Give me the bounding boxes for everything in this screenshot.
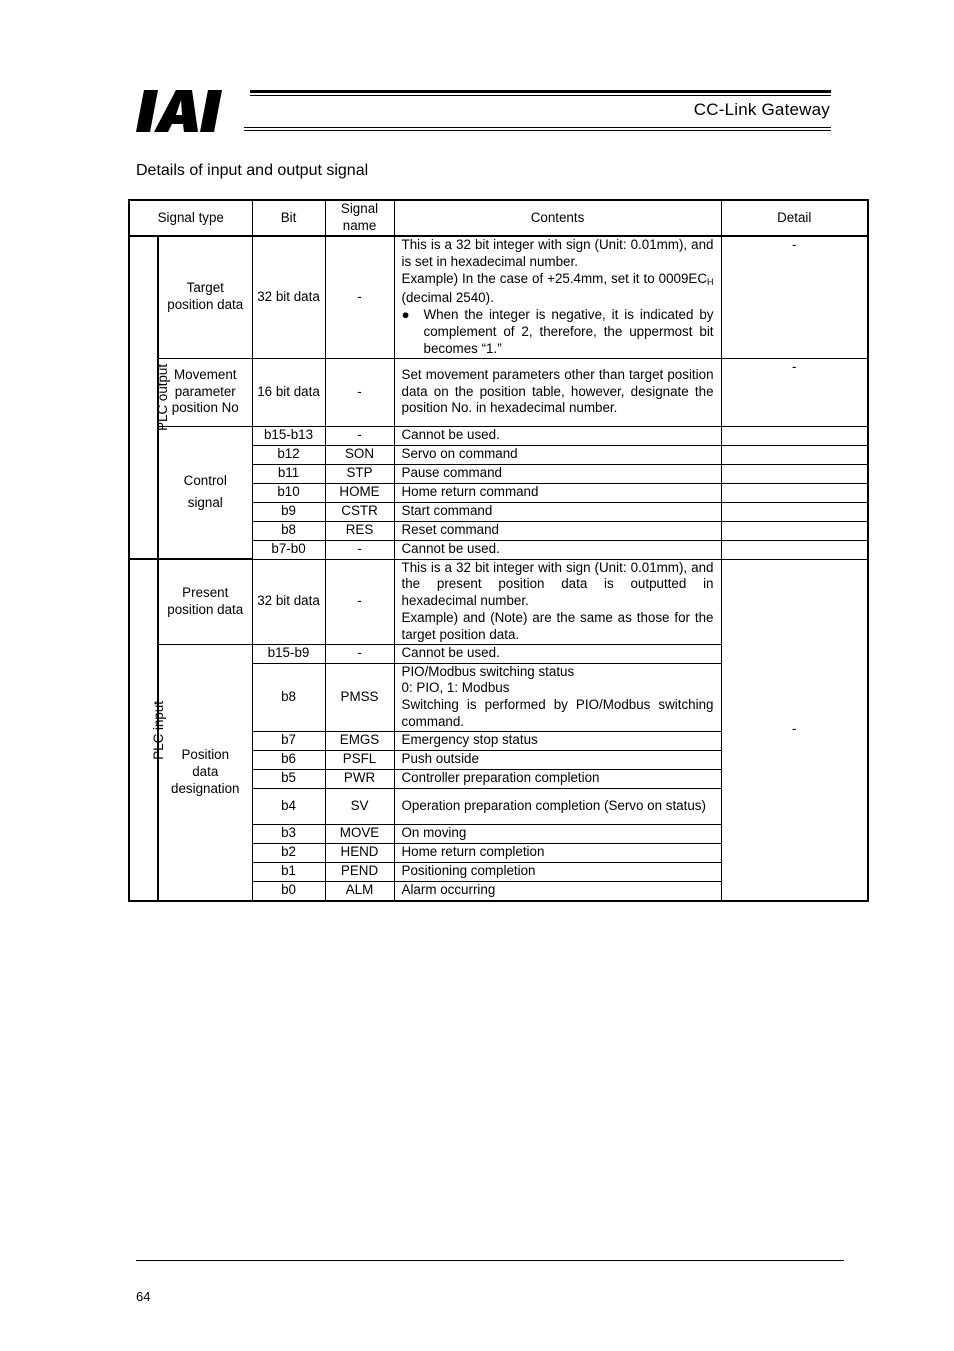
plc-output-label: PLC output	[155, 364, 171, 432]
footer-rule	[136, 1260, 844, 1261]
detail: -	[721, 236, 868, 358]
bit: b4	[252, 788, 325, 824]
detail: -	[721, 559, 868, 901]
contents-example-tail: (decimal 2540).	[401, 290, 494, 306]
bit: b8	[252, 663, 325, 731]
signal-name: SV	[325, 788, 394, 824]
bit: b6	[252, 750, 325, 769]
table-row	[129, 358, 868, 426]
bit: b1	[252, 862, 325, 881]
signal-name: -	[325, 426, 394, 445]
detail	[721, 483, 868, 502]
col-header-contents: Contents	[394, 200, 721, 236]
page-number: 64	[136, 1289, 151, 1304]
contents-line: PIO/Modbus switching status	[401, 663, 575, 679]
contents: Servo on command	[394, 445, 721, 464]
contents-line: Switching is performed by PIO/Modbus switching command.	[401, 697, 714, 729]
signal-type: Target position data	[158, 236, 252, 358]
signal-type: Position data designation	[158, 644, 252, 901]
signal-name: -	[325, 540, 394, 559]
contents-line: 0: PIO, 1: Modbus	[401, 680, 510, 696]
contents-line: This is a 32 bit integer with sign (Unit: 0.01mm), and the present position data is outputted in hexadecimal number.	[401, 559, 714, 609]
contents: Push outside	[394, 750, 721, 769]
signal-name: -	[325, 236, 394, 358]
signal-name: HOME	[325, 483, 394, 502]
contents-line: This is a 32 bit integer with sign (Unit: 0.01mm), and is set in hexadecimal number.	[401, 237, 714, 269]
signal-name: SON	[325, 445, 394, 464]
contents: Cannot be used.	[394, 426, 721, 445]
header-rule-bottom-2	[244, 130, 831, 131]
contents-line: Example) and (Note) are the same as those for the target position data.	[401, 609, 714, 642]
bit: b2	[252, 843, 325, 862]
contents: Reset command	[394, 521, 721, 540]
bit: b11	[252, 464, 325, 483]
signal-table	[128, 199, 869, 902]
contents	[394, 236, 721, 358]
bit: b7	[252, 731, 325, 750]
contents: Home return command	[394, 483, 721, 502]
contents: Home return completion	[394, 843, 721, 862]
signal-name: STP	[325, 464, 394, 483]
signal-name: PEND	[325, 862, 394, 881]
bit: b9	[252, 502, 325, 521]
contents-example	[402, 271, 714, 308]
bit: b12	[252, 445, 325, 464]
signal-name: EMGS	[325, 731, 394, 750]
detail	[721, 426, 868, 445]
col-header-detail: Detail	[721, 200, 868, 236]
contents: Set movement parameters other than target position data on the position table, however, designate the position No. in hexadecimal number.	[394, 358, 721, 426]
bit: b3	[252, 824, 325, 843]
detail	[721, 464, 868, 483]
signal-type: Movement parameter position No	[158, 358, 252, 426]
signal-name: CSTR	[325, 502, 394, 521]
signal-name: ALM	[325, 881, 394, 901]
signal-name: HEND	[325, 843, 394, 862]
contents: Emergency stop status	[394, 731, 721, 750]
contents: Start command	[394, 502, 721, 521]
detail: -	[721, 358, 868, 426]
bit: b7-b0	[252, 540, 325, 559]
contents: Positioning completion	[394, 862, 721, 881]
table-row	[129, 236, 868, 358]
contents: Pause command	[394, 464, 721, 483]
signal-name: -	[325, 559, 394, 644]
iai-logo	[136, 88, 248, 134]
contents	[394, 559, 721, 644]
signal-type-line: signal	[187, 495, 223, 511]
bit: b10	[252, 483, 325, 502]
header-rule-thin	[250, 95, 831, 96]
note-text: When the integer is negative, it is indicated by complement of 2, therefore, the uppermost bit becomes “1.”	[423, 307, 714, 356]
signal-name: RES	[325, 521, 394, 540]
contents: On moving	[394, 824, 721, 843]
hex-subscript: H	[707, 276, 714, 287]
contents: Alarm occurring	[394, 881, 721, 901]
col-header-bit: Bit	[252, 200, 325, 236]
col-header-signal-name: Signal name	[325, 200, 394, 236]
signal-type	[158, 426, 252, 559]
contents-example-text: Example) In the case of +25.4mm, set it to 0009EC	[401, 270, 708, 286]
bullet-icon: ●	[401, 307, 410, 323]
table-row	[129, 559, 868, 644]
signal-type: Present position data	[158, 559, 252, 644]
group-label-plc-input	[129, 559, 167, 901]
group-label-plc-output	[129, 236, 171, 559]
detail	[721, 540, 868, 559]
detail	[721, 521, 868, 540]
signal-name: PMSS	[325, 663, 394, 731]
contents	[394, 663, 721, 731]
contents: Cannot be used.	[394, 644, 721, 663]
detail	[721, 502, 868, 521]
bit: b15-b9	[252, 644, 325, 663]
header-rule-thick	[250, 90, 831, 93]
signal-type-line: Control	[183, 473, 227, 489]
plc-input-label: PLC input	[151, 700, 167, 760]
detail	[721, 445, 868, 464]
col-header-signal-type: Signal type	[129, 200, 252, 236]
section-title: Details of input and output signal	[136, 162, 369, 179]
contents: Controller preparation completion	[394, 769, 721, 788]
table-row	[129, 426, 868, 445]
signal-name: -	[325, 644, 394, 663]
bit: b5	[252, 769, 325, 788]
header-rule-bottom	[244, 127, 831, 128]
document-title: CC-Link Gateway	[693, 100, 830, 119]
bit: b8	[252, 521, 325, 540]
contents: Operation preparation completion (Servo on status)	[394, 788, 721, 824]
bit: b0	[252, 881, 325, 901]
signal-name: -	[325, 358, 394, 426]
bit: 16 bit data	[252, 358, 325, 426]
contents: Cannot be used.	[394, 540, 721, 559]
table-header-row	[129, 200, 868, 236]
signal-name: PSFL	[325, 750, 394, 769]
bit: 32 bit data	[252, 236, 325, 358]
bit: b15-b13	[252, 426, 325, 445]
bit: 32 bit data	[252, 559, 325, 644]
signal-name: MOVE	[325, 824, 394, 843]
signal-name: PWR	[325, 769, 394, 788]
contents-note	[402, 307, 714, 357]
